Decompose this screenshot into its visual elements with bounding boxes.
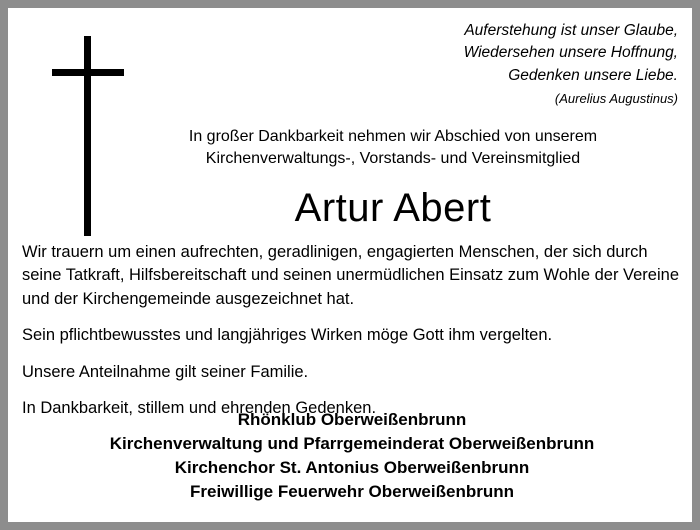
list-item: Freiwillige Feuerwehr Oberweißenbrunn <box>189 482 514 502</box>
verse-line-3: Gedenken unsere Liebe. <box>508 66 678 84</box>
body-paragraph: Unsere Anteilnahme gilt seiner Familie. <box>22 362 309 381</box>
list-item: Rhönklub Oberweißenbrunn <box>237 410 467 429</box>
list-item: Kirchenverwaltung und Pfarrgemeinderat Oberweißenbrunn <box>109 434 595 454</box>
verse-author: (Aurelius Augustinus) <box>554 91 678 107</box>
intro-line-1: In großer Dankbarkeit nehmen wir Abschied von unserem <box>188 128 598 145</box>
verse-line-1: Auferstehung ist unser Glaube, <box>464 22 678 39</box>
cross-vertical-bar <box>84 36 91 236</box>
body-paragraph: In Dankbarkeit, stillem und ehrenden Gedenken. <box>22 399 377 418</box>
body-paragraph: Sein pflichtbewusstes und langjähriges Wirken möge Gott ihm vergelten. <box>22 326 553 345</box>
verse-line-2: Wiedersehen unsere Hoffnung, <box>463 44 678 62</box>
deceased-name: Artur Abert <box>294 186 492 230</box>
body-text <box>22 241 682 434</box>
signers-list <box>22 408 682 505</box>
cross-horizontal-bar <box>52 69 124 76</box>
obituary-card <box>8 8 692 522</box>
list-item: Kirchenchor St. Antonius Oberweißenbrunn <box>174 458 530 478</box>
memorial-verse <box>338 20 678 109</box>
intro-text <box>108 126 678 171</box>
body-paragraph: Wir trauern um einen aufrechten, geradlinigen, engagierten Menschen, der sich durch seine Tatkraft, Hilfsbereitschaft und seinen unermüdlichen Einsatz zum Wohle der Vereine und der Kirchengemeinde ausgezeichnet hat. <box>22 243 679 308</box>
intro-line-2: Kirchenverwaltungs-, Vorstands- und Vereinsmitglied <box>205 150 581 168</box>
